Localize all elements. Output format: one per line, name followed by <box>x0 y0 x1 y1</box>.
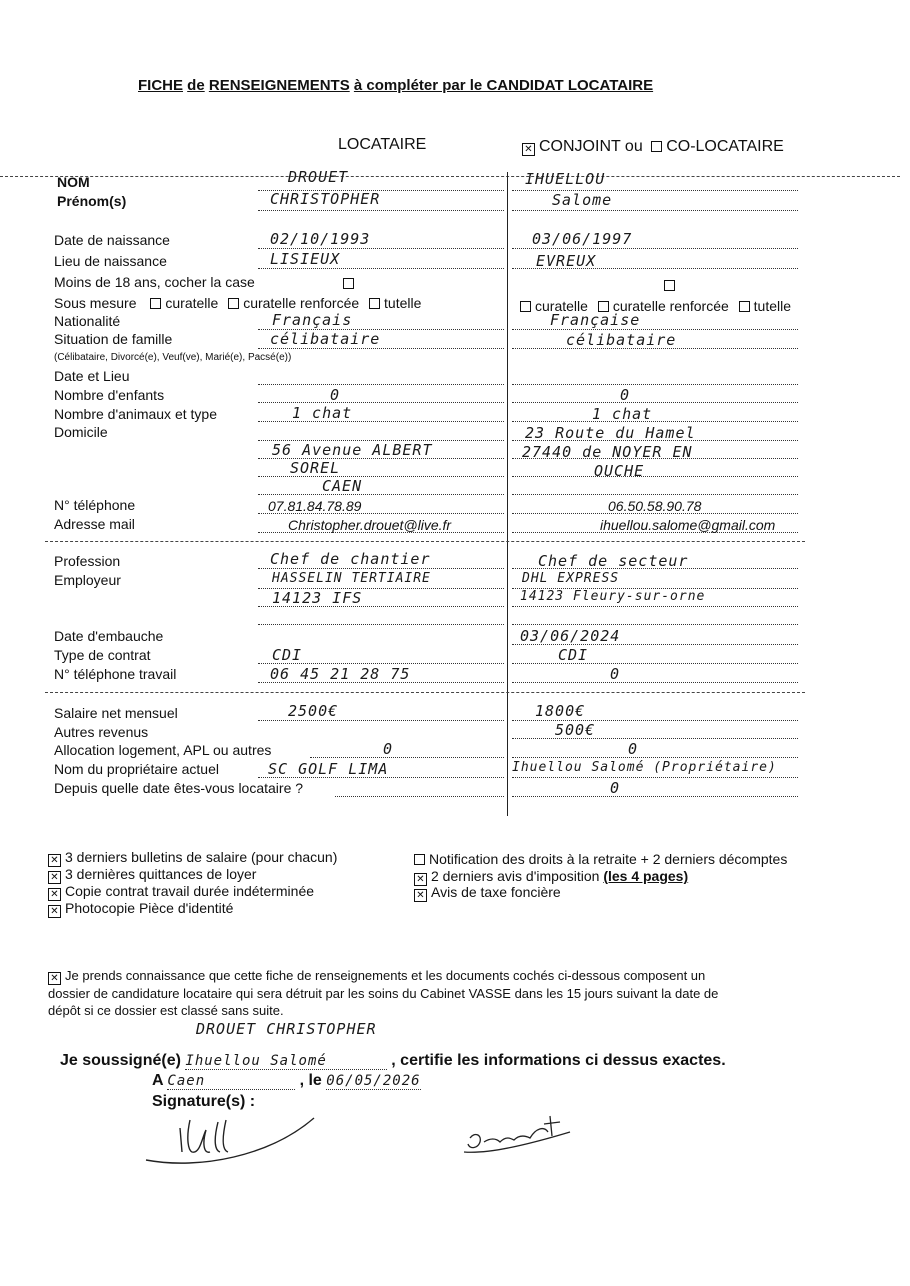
signature-drawing <box>140 1108 320 1168</box>
checkbox-checked-icon[interactable]: ✕ <box>48 871 61 884</box>
label-type-contrat: Type de contrat <box>54 647 151 663</box>
locataire-situation: célibataire <box>270 330 381 348</box>
label-profession: Profession <box>54 553 121 569</box>
declaration-line3: dépôt si ce dossier est classé sans suite. <box>48 1003 284 1018</box>
locataire-profession: Chef de chantier <box>270 550 431 568</box>
conjoint-animaux: 1 chat <box>592 405 653 423</box>
date-value: 06/05/2026 <box>326 1073 421 1089</box>
label-domicile: Domicile <box>54 424 108 440</box>
dotted-line <box>512 663 798 664</box>
conjoint-profession: Chef de secteur <box>538 552 689 570</box>
curatelle-label: curatelle <box>535 298 588 314</box>
locataire-mail: Christopher.drouet@live.fr <box>288 517 452 533</box>
dotted-line <box>258 568 504 569</box>
checkbox-icon[interactable] <box>651 141 662 152</box>
locataire-salaire: 2500€ <box>288 702 339 720</box>
locataire-animaux: 1 chat <box>292 404 353 422</box>
label-salaire: Salaire net mensuel <box>54 705 178 721</box>
conjoint-enfants: 0 <box>620 386 631 404</box>
label-enfants: Nombre d'enfants <box>54 387 165 403</box>
conjoint-situation: célibataire <box>566 331 677 349</box>
checkbox-icon[interactable] <box>369 298 380 309</box>
dotted-line <box>258 348 504 349</box>
curatelle-renforcee-label: curatelle renforcée <box>612 298 729 314</box>
label-date-naissance: Date de naissance <box>54 232 170 248</box>
dotted-line <box>512 682 798 683</box>
dotted-line <box>258 624 504 625</box>
lieu-value: Caen <box>167 1073 295 1090</box>
dotted-line <box>258 248 504 249</box>
label-telephone: N° téléphone <box>54 497 136 513</box>
label-mail: Adresse mail <box>54 516 135 532</box>
conjoint-nationalite: Française <box>550 311 641 329</box>
dotted-line <box>512 402 798 403</box>
label-lieu-naissance: Lieu de naissance <box>54 253 167 269</box>
le-label: , le <box>299 1072 322 1089</box>
checkbox-icon[interactable] <box>228 298 239 309</box>
declaration-text: Je prends connaissance que cette fiche de renseignements et les documents cochés ci-dessous composent un <box>65 968 706 983</box>
doc-taxe <box>414 884 561 902</box>
dotted-line <box>512 796 798 797</box>
colocataire-label: CO-LOCATAIRE <box>666 138 784 155</box>
conjoint-mail: ihuellou.salome@gmail.com <box>600 517 776 533</box>
conjoint-autres-revenus: 500€ <box>555 721 596 739</box>
label-autres-revenus: Autres revenus <box>54 724 149 740</box>
checkbox-checked-icon[interactable]: ✕ <box>48 888 61 901</box>
label-proprietaire: Nom du propriétaire actuel <box>54 761 219 777</box>
column-header-conjoint <box>522 138 784 156</box>
checkbox-checked-icon[interactable]: ✕ <box>48 905 61 918</box>
locataire-nom: DROUET <box>288 168 349 186</box>
doc-retraite <box>414 851 787 867</box>
locataire-employeur2: 14123 IFS <box>272 589 363 607</box>
dotted-line <box>512 494 798 495</box>
conjoint-salaire: 1800€ <box>535 702 586 720</box>
locataire-date-naissance: 02/10/1993 <box>270 230 371 248</box>
handwritten-name: DROUET CHRISTOPHER <box>196 1020 377 1038</box>
curatelle-renforcee-label: curatelle renforcée <box>243 295 360 311</box>
title-part: de <box>187 77 205 94</box>
locataire-type-contrat: CDI <box>272 646 303 664</box>
label-situation-note: (Célibataire, Divorcé(e), Veuf(ve), Marié(e), Pacsé(e)) <box>54 352 292 363</box>
declaration-line2: dossier de candidature locataire qui sera détruit par les soins du Cabinet VASSE dans les 15 jours suivant la date de <box>48 986 719 1001</box>
label-animaux: Nombre d'animaux et type <box>54 406 217 422</box>
column-divider <box>507 172 508 816</box>
doc-label: 2 derniers avis d'imposition <box>431 868 600 884</box>
conjoint-employeur2: 14123 Fleury-sur-orne <box>520 589 706 604</box>
dotted-line <box>512 421 798 422</box>
conjoint-type-contrat: CDI <box>558 646 589 664</box>
doc-label-bold: (les 4 pages) <box>603 868 689 884</box>
doc-label: 3 derniers bulletins de salaire (pour chacun) <box>65 849 338 865</box>
conjoint-proprietaire: Ihuellou Salomé (Propriétaire) <box>512 760 777 775</box>
dotted-line <box>512 624 798 625</box>
label-nationalite: Nationalité <box>54 313 121 329</box>
dotted-line <box>310 757 504 758</box>
locataire-employeur1: HASSELIN TERTIAIRE <box>272 571 431 586</box>
dotted-line <box>512 476 798 477</box>
soussigne-label: Je soussigné(e) <box>60 1052 181 1069</box>
sous-mesure-label: Sous mesure <box>54 295 137 311</box>
dotted-line <box>258 268 504 269</box>
dotted-line <box>512 777 798 778</box>
label-allocation: Allocation logement, APL ou autres <box>54 742 272 758</box>
conjoint-allocation: 0 <box>628 740 639 758</box>
label-nom: NOM <box>57 174 90 190</box>
lieu-date-line <box>152 1072 421 1090</box>
conjoint-date-embauche: 03/06/2024 <box>520 627 621 645</box>
locataire-nationalite: Français <box>272 311 353 329</box>
locataire-prenom: CHRISTOPHER <box>270 190 381 208</box>
dotted-line <box>512 757 798 758</box>
page-title <box>138 77 653 94</box>
signature-stroke <box>464 1116 570 1152</box>
conjoint-domicile1: 23 Route du Hamel <box>525 424 696 442</box>
conjoint-prenom: Salome <box>552 191 613 209</box>
conjoint-depuis: 0 <box>610 779 621 797</box>
declaration-line1 <box>48 968 705 985</box>
doc-label: Notification des droits à la retraite + 2 derniers décomptes <box>429 851 788 867</box>
dotted-line <box>512 384 798 385</box>
label-situation: Situation de famille <box>54 331 173 347</box>
conjoint-tel-travail: 0 <box>610 665 621 683</box>
locataire-telephone: 07.81.84.78.89 <box>268 498 362 514</box>
title-part: RENSEIGNEMENTS <box>208 77 350 94</box>
label-moins18: Moins de 18 ans, cocher la case <box>54 274 255 290</box>
conjoint-employeur1: DHL EXPRESS <box>522 571 620 586</box>
dotted-line <box>335 796 504 797</box>
tutelle-label: tutelle <box>384 295 422 311</box>
conjoint-date-naissance: 03/06/1997 <box>532 230 633 248</box>
label-tel-travail: N° téléphone travail <box>54 666 177 682</box>
locataire-domicile1: 56 Avenue ALBERT <box>272 441 433 459</box>
separator-line <box>0 176 900 177</box>
locataire-domicile3: CAEN <box>322 477 363 495</box>
checkbox-icon[interactable] <box>414 854 425 865</box>
dotted-line <box>512 210 798 211</box>
label-depuis: Depuis quelle date êtes-vous locataire ? <box>54 780 304 796</box>
checkbox-checked-icon[interactable]: ✕ <box>48 972 61 985</box>
label-sous-mesure <box>54 295 421 311</box>
checkbox-icon[interactable] <box>343 278 354 289</box>
column-header-locataire: LOCATAIRE <box>338 136 427 153</box>
locataire-allocation: 0 <box>383 740 394 758</box>
signature-drawing <box>460 1108 590 1163</box>
dotted-line <box>258 402 504 403</box>
checkbox-icon[interactable] <box>520 301 531 312</box>
locataire-enfants: 0 <box>330 386 341 404</box>
doc-quittances <box>48 866 256 884</box>
signatures-label: Signature(s) : <box>152 1093 256 1110</box>
checkbox-checked-icon[interactable]: ✕ <box>522 143 535 156</box>
doc-label: 3 dernières quittances de loyer <box>65 866 257 882</box>
conjoint-telephone: 06.50.58.90.78 <box>608 498 702 514</box>
doc-label: Copie contrat travail durée indéterminée <box>65 883 315 899</box>
locataire-domicile2: SOREL <box>290 459 341 477</box>
doc-label: Photocopie Pièce d'identité <box>65 900 234 916</box>
checkbox-checked-icon[interactable]: ✕ <box>48 854 61 867</box>
locataire-tel-travail: 06 45 21 28 75 <box>270 665 411 683</box>
conjoint-label: CONJOINT ou <box>539 138 643 155</box>
conjoint-lieu-naissance: EVREUX <box>536 252 597 270</box>
conjoint-domicile2: 27440 de NOYER EN <box>522 443 693 461</box>
a-label: A <box>152 1072 163 1089</box>
separator-line <box>45 541 805 542</box>
conjoint-nom: IHUELLOU <box>525 170 606 188</box>
dotted-line <box>512 606 798 607</box>
label-date-embauche: Date d'embauche <box>54 628 164 644</box>
soussigne-value: Ihuellou Salomé <box>185 1053 386 1070</box>
certifie-text: , certifie les informations ci dessus exactes. <box>391 1052 726 1069</box>
locataire-lieu-naissance: LISIEUX <box>270 250 341 268</box>
checkbox-icon[interactable] <box>739 301 750 312</box>
checkbox-checked-icon[interactable]: ✕ <box>414 889 427 902</box>
locataire-proprietaire: SC GOLF LIMA <box>268 760 389 778</box>
checkbox-icon[interactable] <box>664 280 675 291</box>
checkbox-checked-icon[interactable]: ✕ <box>414 873 427 886</box>
dotted-line <box>258 494 504 495</box>
doc-bulletins <box>48 849 337 867</box>
dotted-line <box>258 720 504 721</box>
title-part: FICHE <box>138 77 183 94</box>
label-date-lieu: Date et Lieu <box>54 368 130 384</box>
doc-identite <box>48 900 233 918</box>
separator-line <box>45 692 805 693</box>
doc-label: Avis de taxe foncière <box>431 884 561 900</box>
dotted-line <box>512 329 798 330</box>
conjoint-domicile3: OUCHE <box>594 462 645 480</box>
dotted-line <box>512 248 798 249</box>
doc-contrat <box>48 883 314 901</box>
checkbox-icon[interactable] <box>150 298 161 309</box>
curatelle-label: curatelle <box>165 295 219 311</box>
dotted-line <box>258 384 504 385</box>
soussigne-line <box>60 1052 726 1070</box>
signature-stroke <box>146 1118 314 1163</box>
dotted-line <box>258 210 504 211</box>
title-part: à compléter par le CANDIDAT LOCATAIRE <box>353 77 654 94</box>
label-prenom: Prénom(s) <box>57 193 127 209</box>
label-employeur: Employeur <box>54 572 121 588</box>
tutelle-label: tutelle <box>753 298 792 314</box>
